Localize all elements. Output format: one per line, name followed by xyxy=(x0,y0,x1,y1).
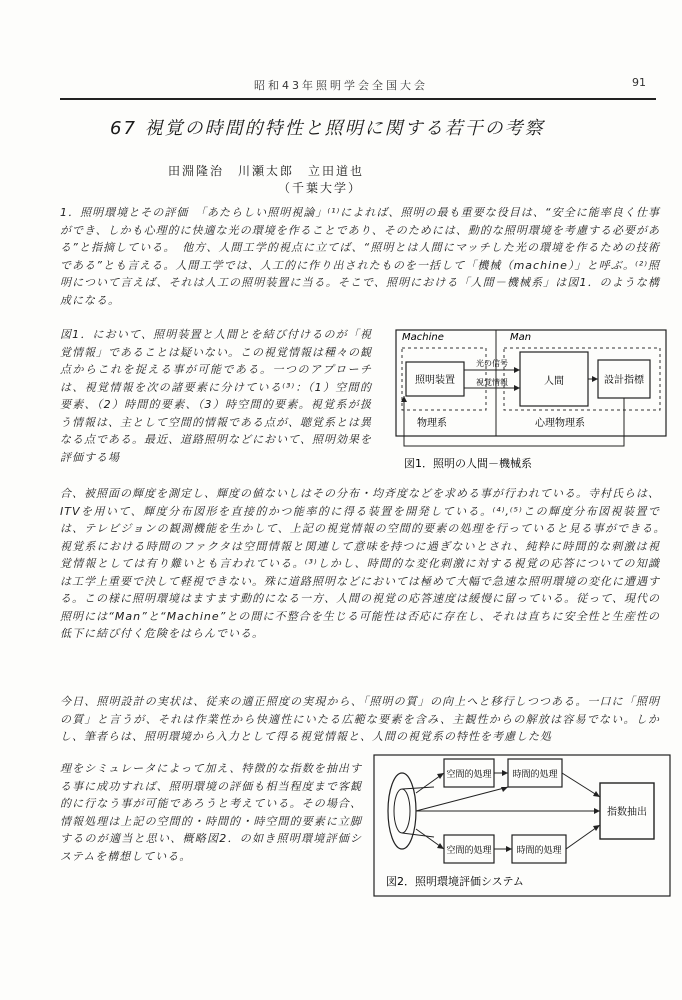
paragraph-lighting-quality: 今日、照明設計の実状は、従来の適正照度の実現から、「照明の質」の向上へと移行しつつある。一口に「照明の質」と言うが、それは作業性から快適性にいたる広範な要素を含み、主観性からの解放は容易でない。しかし、筆者らは、照明環境から入力として得る視覚情報と、人間の視覚系の特性を考慮した処 xyxy=(60,695,660,743)
fig1-label-psychophysical: 心理物理系 xyxy=(535,418,585,429)
figure-2-evaluation-system xyxy=(372,753,672,898)
fig2-caption: 図2．照明環境評価システム xyxy=(386,875,524,888)
authors: 田淵隆治 川瀬太郎 立田道也 xyxy=(168,164,365,178)
paragraph-evaluation-system: 理をシミュレータによって加え、特徴的な指数を抽出する事に成功すれば、照明環境の評価も相当程度まで客観的に行なう事が可能であろうと考えている。その場合、情報処理は上記の空間的・時間的・時空間的要素に立脚するのが適当と思い、概略図2．の如き照明環境評価システムを構想している。 xyxy=(60,762,362,863)
paragraph-temporal-factor: 合、被照面の輝度を測定し、輝度の値ないしはその分布・均斉度などを求める事が行われている。寺村氏らは、ITVを用いて、輝度分布図形を直接的かつ能率的に得る装置を開発している。⁽⁴⁾,⁽⁵⁾この輝度分布図視装置では、テレビジョンの観測機能を生かして、上記の視覚情報の空間的要素の処理を行っていると見る事ができる。 視覚系における時間のファクタは空間情報と関連して意味を持つに過ぎないとされ、純粋に時間的な刺激は視覚情報としては有り難いとも言われている。⁽³⁾しかし、時間的な変化刺激に対する視覚の応答についての知識は工学上重要で決して軽視できない。殊に道路照明などにおいては極めて大幅で急速な照明環境の変化に遭遇する。この様に照明環境はますます動的になる一方、人間の視覚の応答速度は緩慢に留っている。従って、現代の照明には“Man”と“Machine”との間に不整合を生じる可能性は否応に存在し、それは直ちに安全性と生産性の低下に結び付く危険をはらんでいる。 xyxy=(60,487,672,640)
fig2-text-index: 指数抽出 xyxy=(607,807,647,818)
fig1-label-man: Man xyxy=(510,332,532,343)
header-rule xyxy=(60,98,656,100)
fig1-signal-top: 光の信号 xyxy=(476,359,508,368)
paragraph-intro: 1．照明環境とその評価 「あたらしい照明視論」⁽¹⁾によれば、照明の最も重要な役目は、“安全に能率良く仕事ができ、しかも心理的に快適な光の環境を作ることであり、そのためには、動的な照明環境を考慮する必要がある”と指摘している。 他方、人間工学的視点に立てば、“照明とは人間にマッチした光の環境を作るための技術である”とも言える。人間工学では、人工的に作り出されたものを一括して「機械（machine）」と呼ぶ。⁽²⁾照明について言えば、それは人工の照明装置に当る。そこで、照明における「人間－機械系」は図1．のような構成になる。 xyxy=(60,206,660,307)
paragraph-visual-info: 図1．において、照明装置と人間とを結び付けるのが「視覚情報」であることは疑いない。この視覚情報は種々の観点からこれを捉える事が可能である。一つのアプローチは、視覚情報を次の諸要素に分けている⁽³⁾：（1）空間的要素、（2）時間的要素、（3）時空間的要素。視覚系が扱う情報は、主として空間的情報である点が、聴覚系とは異なる点である。最近、道路照明などにおいて、照明効果を評価する場 xyxy=(60,328,372,464)
fig2-text-temporal-1: 時間的処理 xyxy=(512,770,558,780)
paper-title: 67 視覚の時間的特性と照明に関する若干の考察 xyxy=(110,118,545,139)
fig2-text-spatial-1: 空間的処理 xyxy=(446,770,492,780)
fig1-signal-bottom: 視覚情報 xyxy=(476,378,508,387)
affiliation: （千葉大学） xyxy=(278,181,363,195)
fig1-text-design: 設計指標 xyxy=(604,375,644,386)
fig1-label-machine: Machine xyxy=(402,332,444,343)
fig1-text-lighting-device: 照明装置 xyxy=(415,375,455,386)
fig1-text-human: 人間 xyxy=(544,376,564,387)
fig1-caption: 図1．照明の人間－機械系 xyxy=(404,457,532,470)
fig1-label-physical: 物理系 xyxy=(417,418,447,429)
page-number: 91 xyxy=(632,76,646,89)
figure-1-human-machine-system xyxy=(392,326,670,471)
fig2-text-spatial-2: 空間的処理 xyxy=(446,846,492,856)
fig2-text-temporal-2: 時間的処理 xyxy=(516,846,562,856)
conference-header: 昭和43年照明学会全国大会 xyxy=(254,79,428,92)
